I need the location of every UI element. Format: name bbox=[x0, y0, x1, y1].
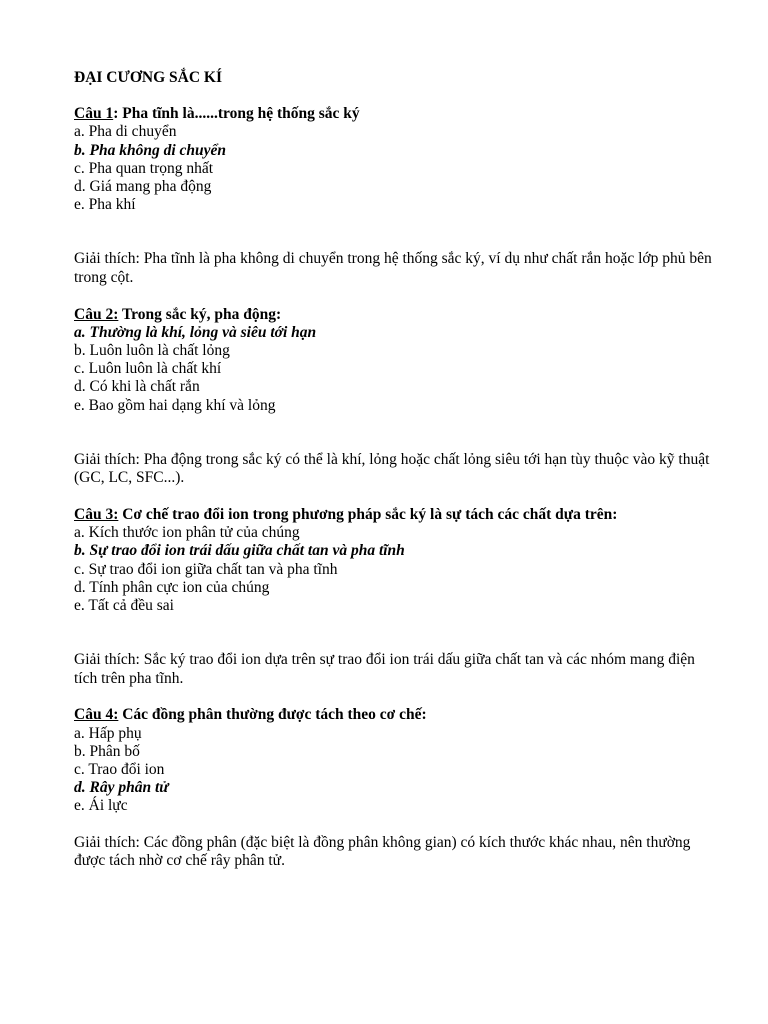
question-label: Câu 1 bbox=[74, 105, 114, 123]
option-a: a. Hấp phụ bbox=[74, 724, 142, 742]
document-page bbox=[74, 69, 714, 871]
question-text: Các đồng phân thường được tách theo cơ chế: bbox=[118, 706, 427, 724]
option-b: b. Luôn luôn là chất lỏng bbox=[74, 342, 230, 360]
option-e: e. Ái lực bbox=[74, 797, 128, 815]
question-label: Câu 4: bbox=[74, 706, 119, 724]
option-e: e. Tất cả đều sai bbox=[74, 597, 174, 615]
option-a: a. Pha di chuyển bbox=[74, 123, 177, 141]
option-c: c. Luôn luôn là chất khí bbox=[74, 360, 222, 378]
option-e: e. Bao gồm hai dạng khí và lỏng bbox=[74, 396, 276, 414]
page-title: ĐẠI CƯƠNG SẮC KÍ bbox=[74, 69, 222, 86]
explanation: Giải thích: Pha động trong sắc ký có thể là khí, lỏng hoặc chất lỏng siêu tới hạn tùy thuộc vào kỹ thuật (GC, LC, SFC...). bbox=[74, 450, 710, 487]
question-text: Pha tĩnh là......trong hệ thống sắc ký bbox=[118, 105, 360, 123]
option-d: d. Giá mang pha động bbox=[74, 178, 212, 196]
option-e: e. Pha khí bbox=[74, 196, 136, 214]
option-d-correct: d. Rây phân tử bbox=[74, 779, 169, 797]
explanation: Giải thích: Các đồng phân (đặc biệt là đồng phân không gian) có kích thước khác nhau, nên thường được tách nhờ cơ chế rây phân tử. bbox=[74, 833, 691, 870]
option-d: d. Có khi là chất rắn bbox=[74, 378, 200, 396]
question-label-suffix: : bbox=[113, 105, 119, 123]
explanation: Giải thích: Pha tĩnh là pha không di chuyển trong hệ thống sắc ký, ví dụ như chất rắn hoặc lớp phủ bên trong cột. bbox=[74, 250, 712, 287]
option-c: c. Trao đổi ion bbox=[74, 761, 165, 779]
question-text: Cơ chế trao đổi ion trong phương pháp sắc ký là sự tách các chất dựa trên: bbox=[118, 506, 618, 524]
question-3 bbox=[74, 506, 714, 688]
question-text: Trong sắc ký, pha động: bbox=[118, 305, 282, 323]
question-label: Câu 3: bbox=[74, 506, 119, 524]
question-2 bbox=[74, 306, 714, 488]
option-b-correct: b. Sự trao đổi ion trái dấu giữa chất tan và pha tĩnh bbox=[74, 542, 405, 560]
option-c: c. Sự trao đổi ion giữa chất tan và pha tĩnh bbox=[74, 560, 338, 578]
question-heading bbox=[74, 306, 714, 324]
question-heading bbox=[74, 506, 714, 524]
question-heading bbox=[74, 706, 714, 724]
explanation: Giải thích: Sắc ký trao đổi ion dựa trên sự trao đổi ion trái dấu giữa chất tan và các nhóm mang điện tích trên pha tĩnh. bbox=[74, 651, 695, 687]
question-label: Câu 2: bbox=[74, 305, 119, 323]
question-4 bbox=[74, 706, 714, 870]
question-1 bbox=[74, 105, 714, 287]
question-heading bbox=[74, 105, 714, 123]
option-a-correct: a. Thường là khí, lỏng và siêu tới hạn bbox=[74, 323, 317, 341]
option-c: c. Pha quan trọng nhất bbox=[74, 159, 214, 177]
option-b: b. Phân bố bbox=[74, 742, 140, 760]
option-b-correct: b. Pha không di chuyển bbox=[74, 141, 227, 159]
option-d: d. Tính phân cực ion của chúng bbox=[74, 578, 270, 596]
option-a: a. Kích thước ion phân tử của chúng bbox=[74, 524, 300, 542]
